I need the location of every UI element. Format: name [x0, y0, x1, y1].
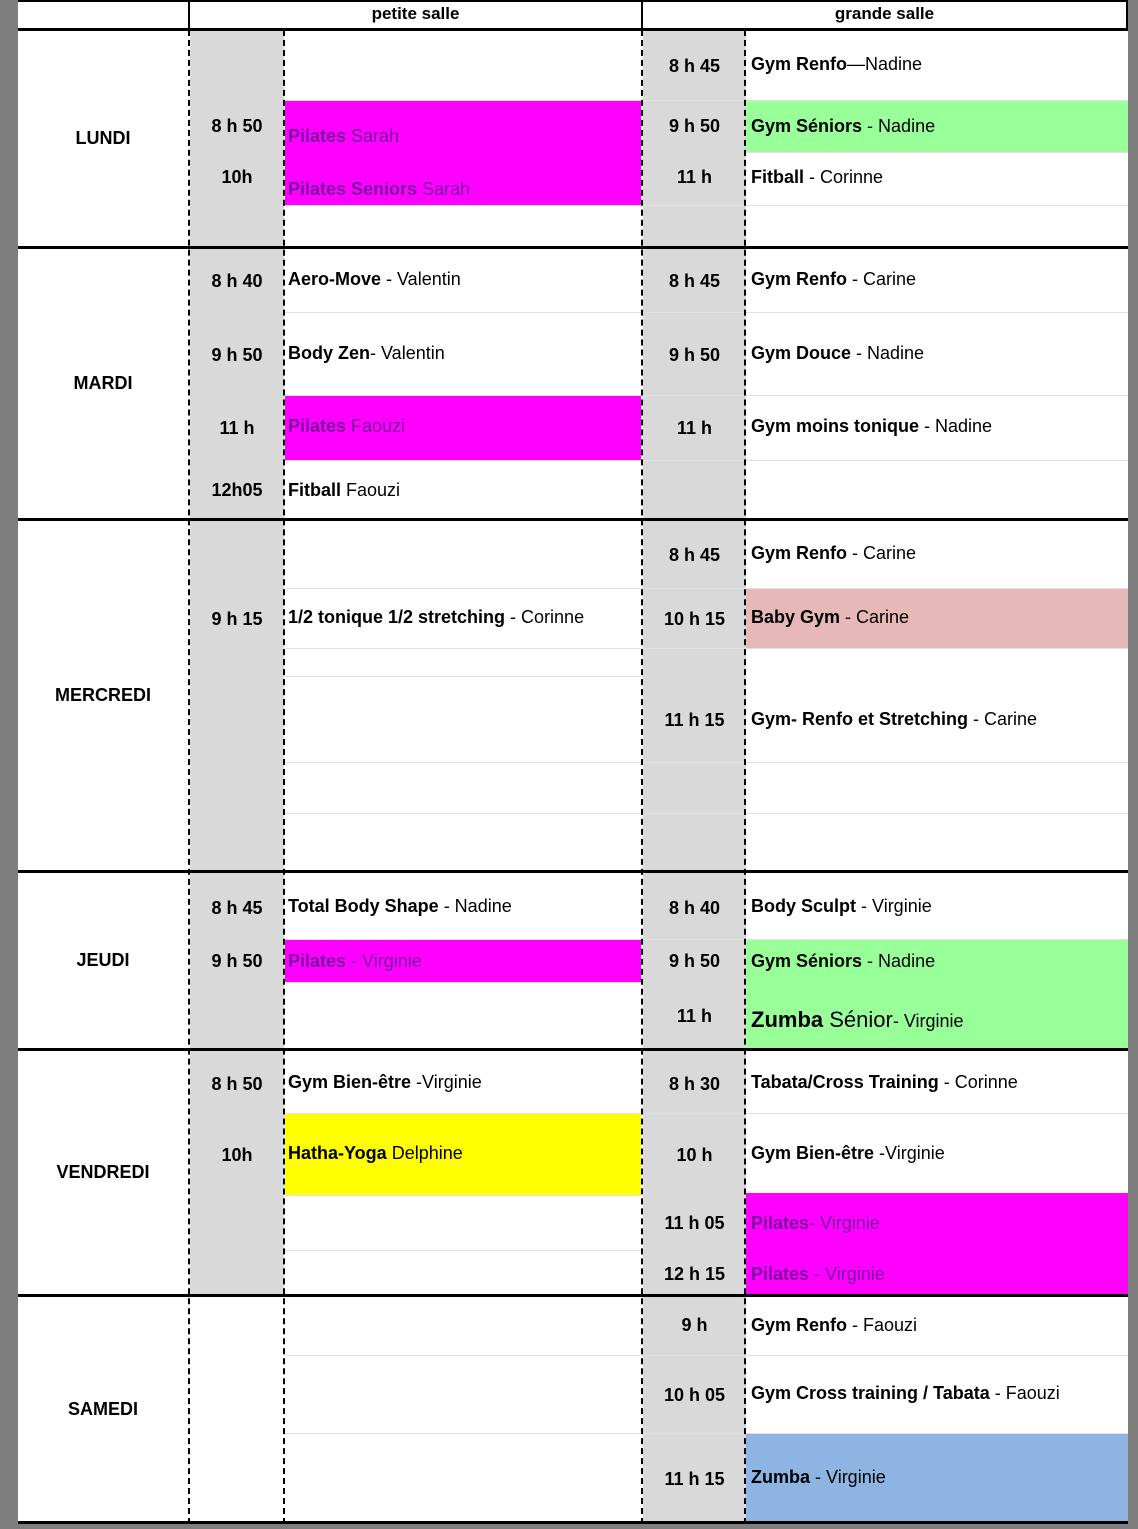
class-entry — [288, 123, 399, 149]
class-name: 1/2 tonique 1/2 stretching — [288, 607, 506, 627]
class-name: Gym Cross training / Tabata — [751, 1383, 990, 1403]
class-name: Pilates — [288, 951, 347, 971]
time-slot: 8 h 50 — [211, 116, 263, 136]
header-petite-salle: petite salle — [371, 4, 460, 23]
time-column-right — [643, 30, 746, 1295]
teacher-name: - Faouzi — [847, 1315, 918, 1335]
class-entry — [751, 51, 922, 77]
day-mercredi: MERCREDI — [54, 685, 151, 705]
teacher-name: Faouzi — [341, 480, 401, 500]
row-line — [285, 1113, 1128, 1114]
class-entry — [751, 1007, 964, 1033]
teacher-name: - Carine — [847, 269, 917, 289]
class-name: Gym Séniors — [751, 951, 863, 971]
class-name: Body Sculpt — [751, 896, 857, 916]
class-name: Aero-Move — [288, 269, 382, 289]
class-entry — [751, 540, 916, 566]
row-line — [285, 813, 1128, 814]
time-slot: 9 h 50 — [668, 345, 721, 365]
time-slot: 10 h 15 — [663, 609, 726, 629]
row-line — [285, 1195, 641, 1196]
teacher-name: - Corinne — [505, 607, 585, 627]
row-line — [285, 939, 1128, 940]
day-lundi: LUNDI — [75, 128, 131, 148]
teacher-name: - Nadine — [862, 951, 936, 971]
time-slot: 9 h 50 — [668, 116, 721, 136]
time-slot: 8 h 50 — [211, 1074, 263, 1094]
class-name: Gym Douce — [751, 343, 852, 363]
class-name: Total Body Shape — [288, 896, 439, 916]
top-border — [18, 0, 1128, 2]
row-line — [285, 982, 641, 983]
time-slot: 11 h — [219, 418, 255, 438]
time-slot: 8 h 45 — [668, 271, 721, 291]
class-name: Gym moins tonique — [751, 416, 920, 436]
teacher-name: - Corinne — [804, 167, 884, 187]
class-name: Gym Bien-être — [288, 1072, 412, 1092]
teacher-name: - Valentin — [370, 343, 445, 363]
time-slot: 11 h 05 — [664, 1213, 725, 1233]
row-line — [285, 762, 1128, 763]
bottom-border — [18, 1521, 1128, 1524]
teacher-name: - Virginie — [809, 1264, 885, 1284]
time-slot: 11 h — [676, 1006, 713, 1026]
class-level: Sénior — [823, 1007, 893, 1032]
class-entry — [751, 1380, 1060, 1406]
class-name: Pilates — [288, 126, 347, 146]
time-slot: 8 h 40 — [668, 898, 721, 918]
header-divider — [1126, 0, 1128, 30]
class-name: Hatha-Yoga — [288, 1143, 387, 1163]
class-entry — [751, 1464, 886, 1490]
teacher-name: Sarah — [417, 179, 471, 199]
class-entry — [751, 1140, 945, 1166]
class-name: Pilates — [751, 1264, 810, 1284]
column-divider — [283, 30, 285, 1524]
class-entry — [288, 340, 445, 366]
row-line — [746, 152, 1128, 153]
row-line — [285, 100, 1128, 101]
time-slot: 11 h — [676, 418, 713, 438]
class-entry — [288, 604, 584, 630]
class-entry — [751, 1210, 880, 1236]
class-entry — [751, 1261, 885, 1287]
class-entry — [751, 706, 1037, 732]
row-line — [285, 1433, 1128, 1434]
day-samedi: SAMEDI — [67, 1398, 138, 1419]
day-mardi: MARDI — [73, 373, 133, 393]
class-name: Gym Séniors — [751, 116, 863, 136]
time-slot: 8 h 30 — [668, 1074, 721, 1094]
teacher-name: - Virginie — [810, 1467, 886, 1487]
time-slot: 9 h 50 — [211, 951, 263, 971]
header-grande-salle: grande salle — [834, 4, 935, 23]
teacher-name: - Carine — [840, 607, 910, 627]
class-name: Gym Renfo — [751, 269, 848, 289]
time-slot: 10h — [221, 1145, 253, 1165]
time-slot: 11 h — [676, 167, 713, 187]
time-slot: 11 h 15 — [664, 1469, 725, 1489]
class-entry — [751, 1312, 917, 1338]
teacher-name: - Carine — [968, 709, 1038, 729]
class-name: Gym- Renfo et Stretching — [751, 709, 969, 729]
class-entry — [288, 413, 405, 439]
class-name: Zumba — [751, 1007, 824, 1032]
class-name: Pilates Seniors — [288, 179, 418, 199]
teacher-name: - Virginie — [346, 951, 422, 971]
schedule-sheet — [18, 0, 1128, 1524]
class-entry — [751, 604, 909, 630]
day-jeudi: JEUDI — [76, 950, 130, 970]
class-name: Gym Renfo — [751, 543, 848, 563]
class-entry — [751, 413, 992, 439]
teacher-name: - Virginie — [892, 1011, 964, 1031]
class-entry — [288, 176, 470, 202]
time-slot: 12h05 — [211, 480, 263, 500]
class-entry — [288, 266, 461, 292]
class-entry — [288, 893, 512, 919]
teacher-name: - Corinne — [938, 1072, 1018, 1092]
class-name: Gym Renfo — [751, 54, 848, 74]
class-entry — [751, 266, 916, 292]
class-name: Zumba — [751, 1467, 811, 1487]
time-slot: 9 h 50 — [211, 345, 263, 365]
class-name: Fitball — [288, 480, 341, 500]
class-name: Fitball — [751, 167, 804, 187]
row-line — [285, 1250, 641, 1251]
teacher-name: - Carine — [847, 543, 917, 563]
class-name: Pilates — [288, 416, 347, 436]
teacher-name: Delphine — [386, 1143, 463, 1163]
teacher-name: -Virginie — [411, 1072, 482, 1092]
time-slot: 10h — [221, 167, 253, 187]
teacher-name: Sarah — [346, 126, 400, 146]
teacher-name: - Valentin — [381, 269, 461, 289]
day-vendredi: VENDREDI — [56, 1162, 150, 1182]
time-slot: 8 h 45 — [211, 898, 263, 918]
time-slot: 9 h 15 — [211, 609, 263, 629]
teacher-name: - Nadine — [862, 116, 936, 136]
class-entry — [751, 113, 935, 139]
class-entry — [751, 164, 883, 190]
teacher-name: Faouzi — [346, 416, 406, 436]
time-slot: 10 h 05 — [663, 1385, 726, 1405]
class-name: Body Zen — [288, 343, 371, 363]
row-line — [285, 395, 1128, 396]
teacher-name: - Nadine — [919, 416, 993, 436]
time-column-left — [190, 30, 284, 1295]
class-name: Pilates — [751, 1213, 810, 1233]
teacher-name: - Faouzi — [989, 1383, 1060, 1403]
class-entry — [288, 1140, 463, 1166]
class-entry — [751, 1069, 1018, 1095]
row-line — [285, 1355, 1128, 1356]
class-entry — [288, 477, 400, 503]
class-entry — [288, 948, 422, 974]
column-divider — [744, 30, 746, 1524]
time-slot: 9 h 50 — [668, 951, 721, 971]
row-line — [285, 588, 1128, 589]
time-slot: 8 h 40 — [211, 271, 263, 291]
class-name: Tabata/Cross Training — [751, 1072, 939, 1092]
row-line — [285, 460, 1128, 461]
class-name: Gym Renfo — [751, 1315, 848, 1335]
time-slot: 12 h 15 — [663, 1264, 726, 1284]
class-entry — [751, 340, 924, 366]
class-entry — [288, 1069, 482, 1095]
teacher-name: - Nadine — [851, 343, 925, 363]
teacher-name: - Virginie — [809, 1213, 880, 1233]
teacher-name: -Virginie — [874, 1143, 945, 1163]
teacher-name: - Nadine — [438, 896, 512, 916]
class-name: Gym Bien-être — [751, 1143, 875, 1163]
class-entry — [751, 948, 935, 974]
time-slot: 8 h 45 — [668, 56, 721, 76]
row-line — [285, 648, 1128, 649]
time-slot: 11 h 15 — [664, 710, 725, 730]
class-name: Baby Gym — [751, 607, 841, 627]
row-line — [285, 205, 1128, 206]
time-slot: 9 h — [681, 1315, 708, 1335]
teacher-name: - Virginie — [856, 896, 932, 916]
row-line — [285, 676, 641, 677]
time-slot: 10 h — [676, 1145, 713, 1165]
time-slot: 8 h 45 — [668, 545, 721, 565]
row-line — [285, 312, 1128, 313]
class-entry — [751, 893, 932, 919]
teacher-name: —Nadine — [847, 54, 923, 74]
